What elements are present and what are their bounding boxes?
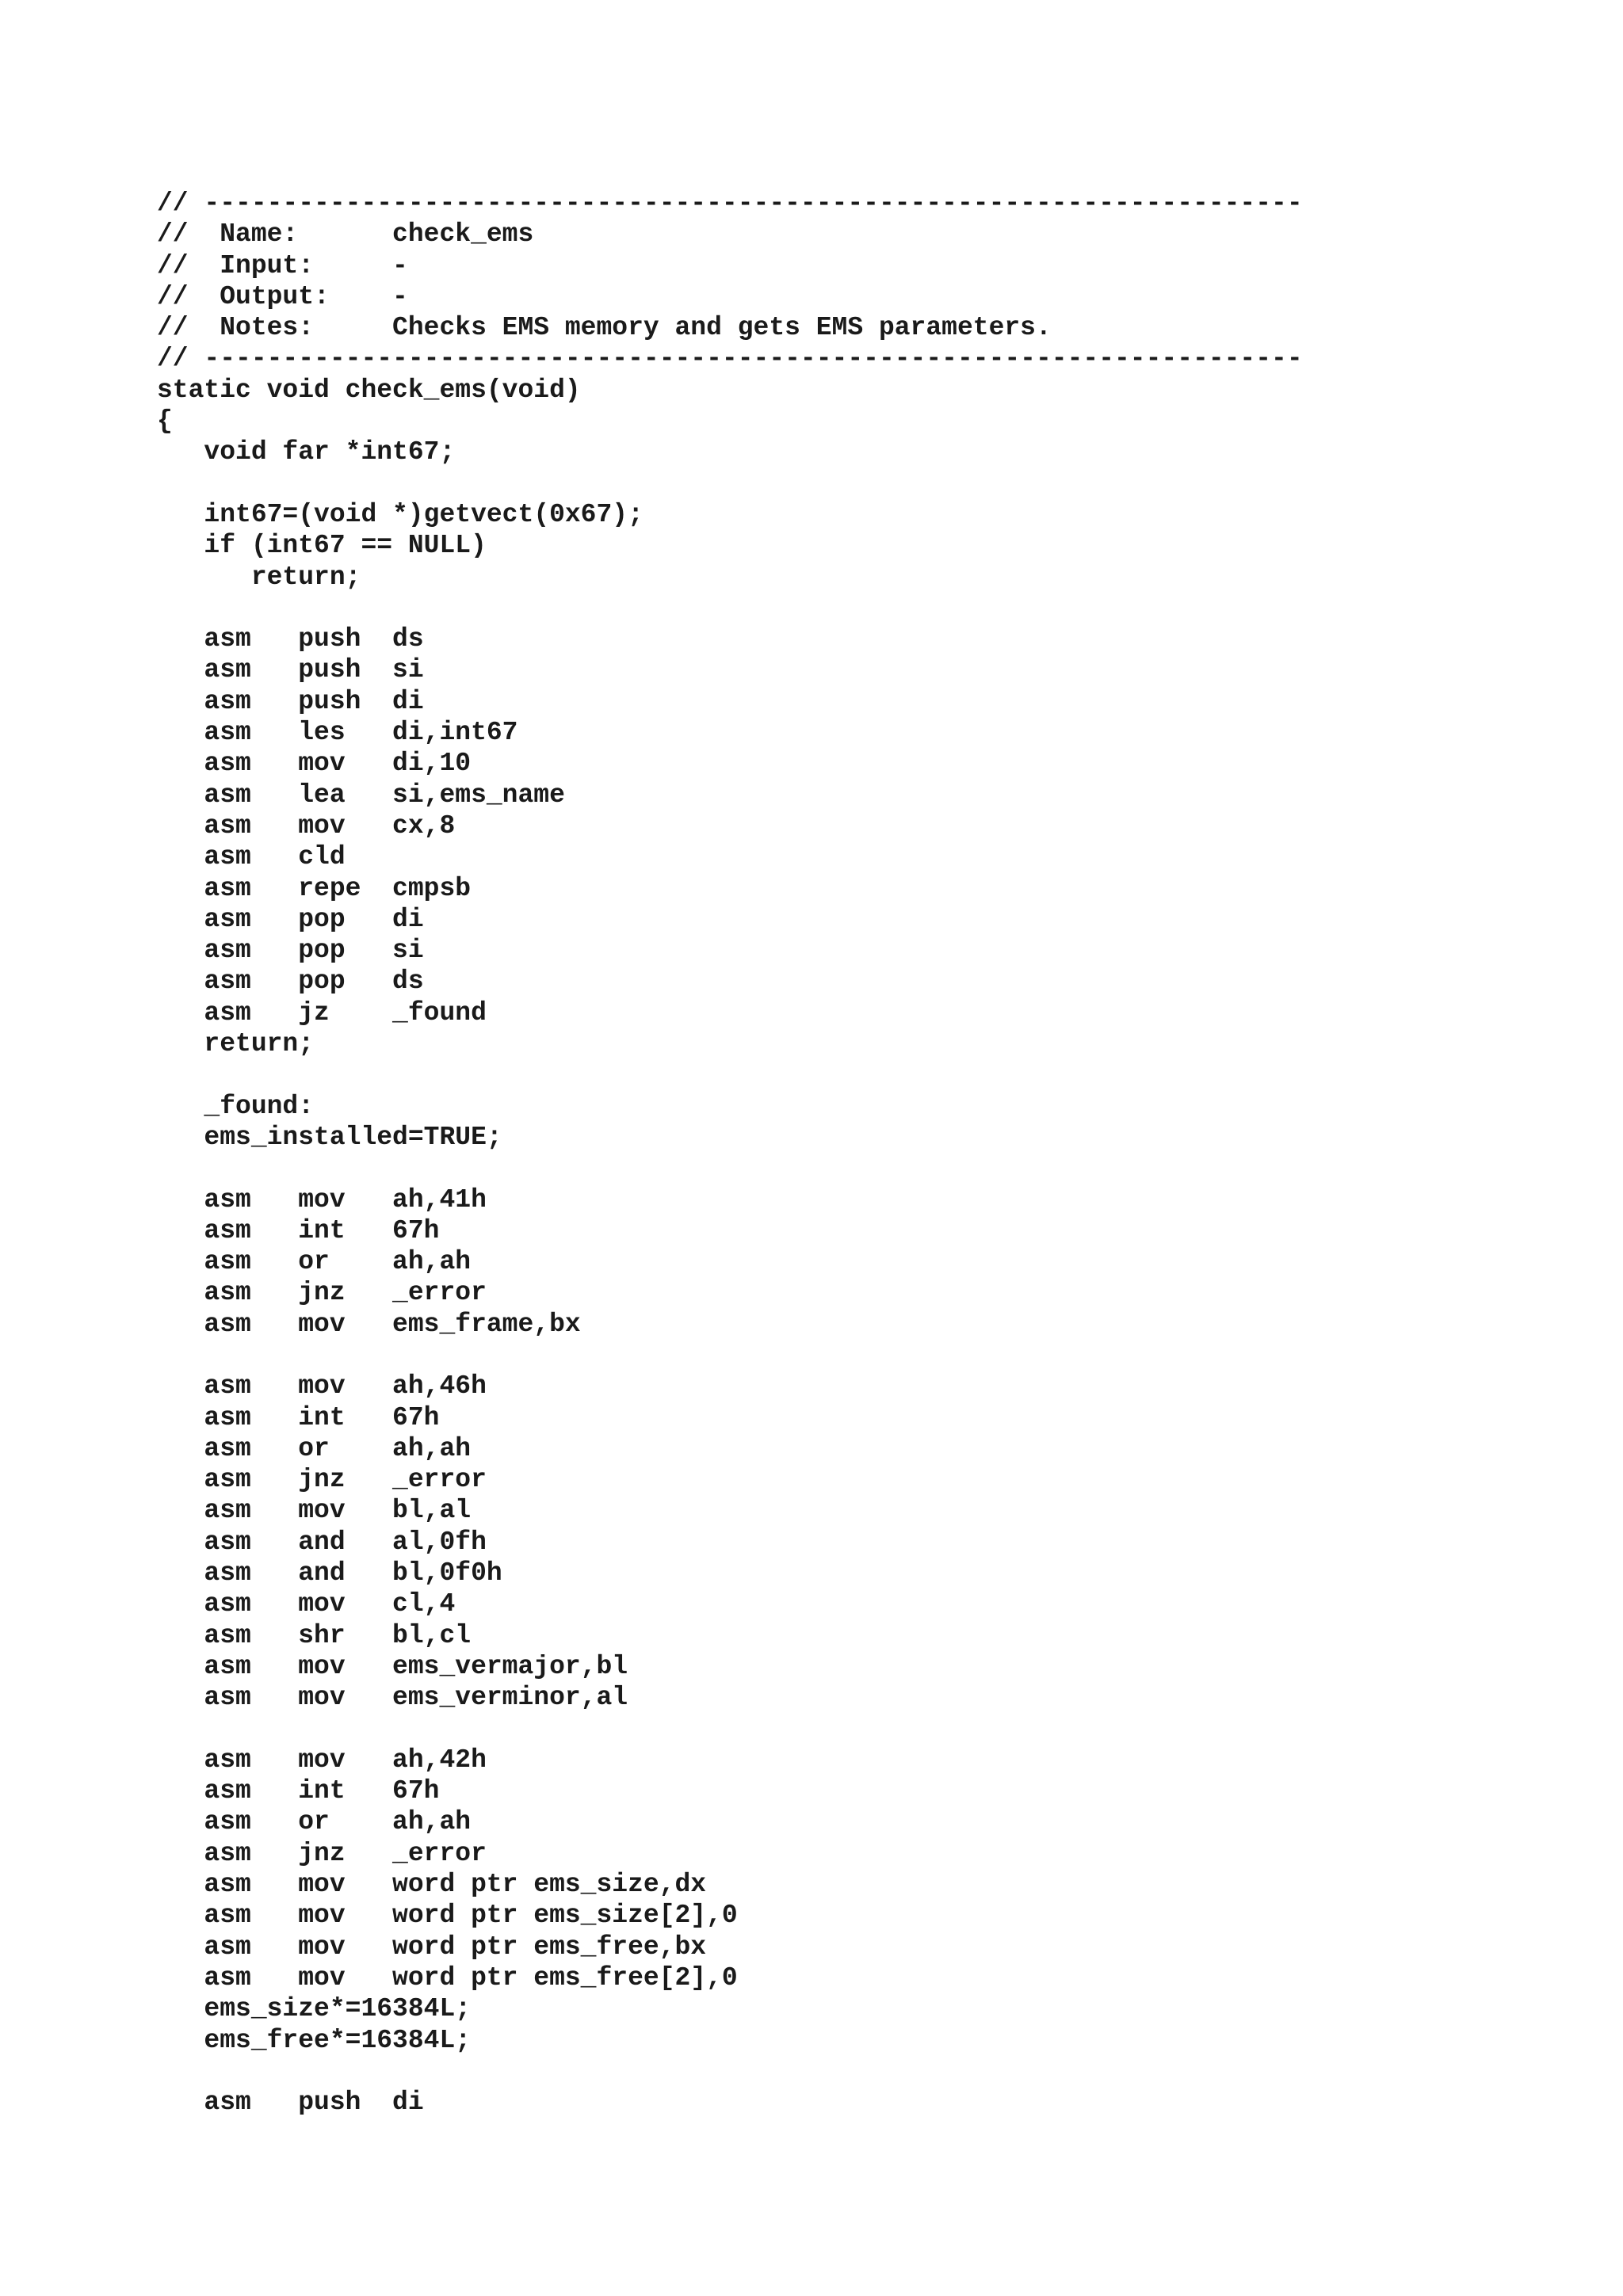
code-line: asm push di [157,686,424,716]
code-line: asm jnz _error [157,1278,487,1308]
code-line: asm jz _found [157,997,487,1028]
code-line: asm les di,int67 [157,718,518,748]
code-line [157,1714,1583,1745]
code-line [157,2056,1583,2087]
code-line: // Output: - [157,281,408,311]
code-line: asm mov word ptr ems_free,bx [157,1932,707,1962]
code-line: asm mov bl,al [157,1496,472,1526]
code-line: asm jnz _error [157,1465,487,1495]
code-line: asm repe cmpsb [157,873,472,903]
code-line: asm mov cl,4 [157,1589,456,1619]
code-line: // Notes: Checks EMS memory and gets EMS parameters. [157,313,1052,343]
code-line [157,593,1583,624]
code-line: asm or ah,ah [157,1247,472,1277]
code-line: ems_free*=16384L; [157,2025,472,2055]
code-line: asm mov cx,8 [157,810,456,841]
code-line: ems_size*=16384L; [157,1994,472,2024]
code-line: asm cld [157,842,346,872]
code-line [157,1059,1583,1090]
code-line: asm mov word ptr ems_size[2],0 [157,1901,738,1931]
code-line: _found: [157,1091,315,1121]
code-line: asm mov ah,42h [157,1745,487,1775]
code-line: asm shr bl,cl [157,1620,472,1650]
code-line: asm int 67h [157,1402,440,1432]
code-line: asm and al,0fh [157,1527,487,1557]
code-line: // Name: check_ems [157,219,534,250]
code-line: asm pop si [157,936,424,966]
code-line: asm mov ems_frame,bx [157,1309,581,1339]
code-line: asm mov ems_vermajor,bl [157,1651,628,1681]
code-line: return; [157,562,361,592]
code-line: // Input: - [157,250,408,280]
code-line: asm jnz _error [157,1838,487,1868]
code-line: asm push si [157,655,424,685]
code-line: asm mov word ptr ems_size,dx [157,1870,707,1900]
code-line: asm int 67h [157,1215,440,1245]
code-line: asm mov di,10 [157,749,472,779]
code-line: int67=(void *)getvect(0x67); [157,499,643,529]
code-line: asm mov ah,41h [157,1184,487,1215]
code-line: if (int67 == NULL) [157,531,487,561]
code-line: asm int 67h [157,1776,440,1806]
code-line: static void check_ems(void) [157,375,581,405]
code-line: asm push di [157,2088,424,2118]
code-line: asm or ah,ah [157,1807,472,1837]
code-line: // ---------------------------------------------------------------------- [157,189,1303,218]
code-line: { [157,406,173,437]
code-line [157,1153,1583,1184]
code-line [157,1340,1583,1371]
code-line: asm pop di [157,904,424,934]
code-line: return; [157,1029,315,1059]
code-line: asm and bl,0f0h [157,1558,502,1589]
code-line: asm mov ems_verminor,al [157,1683,628,1713]
code-line: asm or ah,ah [157,1433,472,1463]
code-line: asm mov ah,46h [157,1371,487,1402]
code-line: ems_installed=TRUE; [157,1122,502,1152]
code-line: asm push ds [157,624,424,654]
code-line: asm lea si,ems_name [157,780,565,810]
code-line: asm mov word ptr ems_free[2],0 [157,1962,738,1993]
code-line: // ---------------------------------------------------------------------- [157,344,1303,374]
code-line [157,468,1583,499]
code-line: void far *int67; [157,437,456,467]
code-listing [157,188,1583,2118]
code-line: asm pop ds [157,967,424,997]
